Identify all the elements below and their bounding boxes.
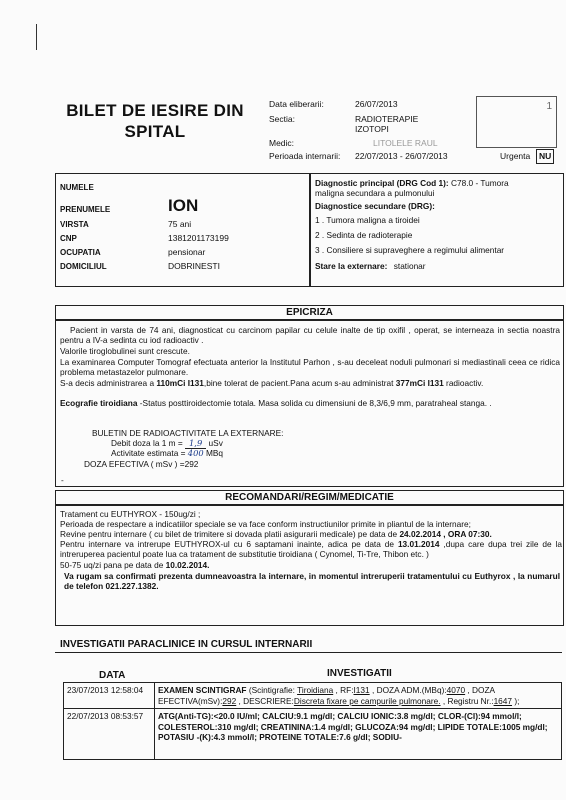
release-date-label: Data eliberarii: (269, 99, 324, 109)
row-investigation (155, 683, 562, 709)
principal-diagnosis-label: Diagnostic principal (DRG Cod 1): (315, 178, 449, 188)
period-label: Perioada internarii: (269, 151, 341, 161)
section-label: Sectia: (269, 114, 295, 124)
age-label: VIRSTA (60, 220, 89, 229)
title-line-1: BILET DE IESIRE DIN (66, 101, 244, 120)
col-investigations-header: INVESTIGATII (327, 668, 392, 679)
exam-part: , DOZA ADM.(MBq): (369, 685, 447, 695)
exam-part: Discreta fixare pe campurile pulmonare. (293, 695, 441, 706)
epicriza-box (55, 319, 564, 487)
cnp-value: 1381201173199 (168, 233, 229, 243)
reco-line-3-a: Revine pentru internare ( cu bilet de trimitere si dovada platii asigurarii medicale) pe data de (60, 529, 400, 539)
reco-line-5-b: 10.02.2014. (165, 560, 210, 570)
firstname-value: ION (168, 196, 199, 215)
period-value: 22/07/2013 - 26/07/2013 (355, 151, 448, 161)
row-date: 22/07/2013 08:53:57 (64, 709, 155, 760)
principal-diagnosis-code: C78.0 - Tumora (451, 178, 509, 188)
epicriza-p4-c: ,bine tolerat de pacient.Pana acum s-au administrat (203, 378, 396, 388)
bulletin-title: BULETIN DE RADIOACTIVITATE LA EXTERNARE: (92, 428, 284, 438)
epicriza-dash: - (61, 475, 64, 485)
reco-line-4-c: ,dupa care dupa trei zile de la intreruperea pacientul poate lua ca tratament de substitutie tiroidiana ( Cynomel, Ti-Tre, Thibon etc. ) (60, 539, 562, 560)
medic-label: Medic: (269, 138, 295, 148)
exam-name: EXAMEN SCINTIGRAF (158, 685, 247, 695)
recommendations-box (55, 504, 564, 626)
investigations-table (63, 682, 562, 760)
exam-part: , DOZA EFECTIVA(mSv): (158, 685, 495, 706)
echography-label: Ecografie tiroidiana (60, 398, 138, 408)
row-date: 23/07/2013 12:58:04 (64, 683, 155, 709)
principal-diagnosis-text: maligna secundara a pulmonului (315, 188, 435, 198)
table-row (64, 709, 562, 760)
exam-part: , DESCRIERE: (236, 695, 294, 706)
discharge-state-value: stationar (393, 261, 426, 271)
activity-label: Activitate estimata = (111, 448, 186, 458)
lastname-label: NUMELE (60, 183, 94, 192)
occupation-value: pensionar (168, 247, 206, 257)
discharge-state-label: Stare la externare: (315, 261, 388, 271)
dose-rate-line (111, 438, 223, 448)
urgency-value: NU (536, 149, 554, 164)
exam-part: , Registru Nr.: (440, 695, 494, 706)
reco-line-4-a: Pentru internare va intrerupe EUTHYROX-ul cu 6 saptamani inainte, adica pe data de (60, 539, 398, 549)
reco-line-5-a: 50-75 uq/zi pana pe data de (60, 560, 166, 570)
activity-value: 400 (187, 448, 204, 458)
activity-unit: MBq (205, 448, 224, 458)
col-date-header: DATA (99, 670, 126, 681)
exam-part: 292 (222, 695, 237, 706)
dose-rate-value: 1,9 (185, 438, 206, 449)
secondary-item-1: 1 . Tumora maligna a tiroidei (315, 215, 420, 225)
row-investigation: ATG(Anti-TG):<20.0 IU/ml; CALCIU:9.1 mg/dl; CALCIU IONIC:3.8 mg/dl; CLOR-(Cl):94 mmol/l; COLESTEROL:310 mg/dl; CREATININA:1.4 mg/dl; GLUCOZA:94 mg/dl; LIPIDE TOTALE:1005 mg/dl; POTASIU -(K):4.3 mmol/l; PROTEINE TOTALE:7.6 g/dl; SODIU- (155, 709, 562, 760)
investigations-title: INVESTIGATII PARACLINICE IN CURSUL INTERNARII (60, 639, 313, 650)
principal-diagnosis (315, 178, 560, 188)
reco-line-4 (60, 539, 562, 560)
recommendations-title: RECOMANDARI/REGIM/MEDICATIE (225, 492, 394, 503)
epicriza-p4-a: S-a decis administrarea a (60, 378, 157, 388)
reco-line-5 (60, 560, 209, 570)
epicriza-p4 (60, 378, 562, 388)
echography-text: -Status posttiroidectomie totala. Masa solida cu dimensiuni de 8,3/6,9 mm, paratraheal stanga. . (137, 398, 492, 408)
document-title (55, 100, 255, 142)
urgency-label: Urgenta (500, 151, 531, 161)
section-value-2: IZOTOPI (355, 124, 389, 134)
reco-line-6: Va rugam sa confirmati prezenta dumneavoastra la internare, in momentul intreruperii tratamentului cu Euthyrox , la numarul de telefon 021.227.1382. (64, 571, 560, 592)
discharge-state (315, 261, 426, 271)
medic-value: LITOLELE RAUL (373, 138, 438, 148)
epicriza-p4-b: 110mCi I131 (156, 378, 204, 388)
echography-line (60, 398, 560, 408)
address-label: DOMICILIUL (60, 262, 107, 271)
investigations-rule (55, 652, 562, 653)
reco-line-1: Tratament cu EUTHYROX - 150ug/zi ; (60, 509, 201, 519)
address-value: DOBRINESTI (168, 261, 220, 271)
corner-number-box (476, 96, 557, 148)
exam-part: 1647 (493, 695, 513, 706)
occupation-label: OCUPATIA (60, 248, 101, 257)
secondary-item-3: 3 . Consiliere si supraveghere a regimului alimentar (315, 245, 505, 255)
reco-line-3 (60, 529, 562, 539)
exam-part: I131 (353, 685, 370, 695)
margin-line (36, 24, 37, 50)
firstname-label: PRENUMELE (60, 205, 111, 214)
reco-line-2: Perioada de respectare a indicatiilor speciale se va face conform instructiunilor primite in pliantul de la internare; (60, 519, 471, 529)
epicriza-p1: Pacient in varsta de 74 ani, diagnosticat cu carcinom papilar cu celule inalte de tip oxifil , operat, se interneaza in sectia noastra pentru a IV-a sedinta cu iod radioactiv . (60, 325, 560, 346)
reco-line-4-b: 13.01.2014 (397, 539, 440, 549)
diagnostic-box (309, 173, 564, 287)
release-date-value: 26/07/2013 (355, 99, 398, 109)
epicriza-p2: Valorile tiroglobulinei sunt crescute. (60, 346, 190, 356)
cnp-label: CNP (60, 234, 77, 243)
secondary-item-2: 2 . Sedinta de radioterapie (315, 230, 413, 240)
activity-line (111, 448, 223, 458)
title-line-2: SPITAL (124, 122, 186, 141)
exam-part: , RF: (333, 685, 354, 695)
epicriza-p3: La examinarea Computer Tomograf efectuata anterior la Institutul Parhon , s-au deceleat noduli pulmonari si mediastinali ceea ce ridica problema metastazelor pulmonare. (60, 357, 560, 378)
patient-box (55, 173, 311, 287)
section-value-1: RADIOTERAPIE (355, 114, 419, 124)
dose-rate-unit: uSv (208, 438, 223, 448)
exam-part: Tiroidiana (297, 685, 334, 695)
age-value: 75 ani (168, 219, 192, 229)
exam-part: ); (512, 695, 520, 706)
corner-number: 1 (546, 101, 552, 112)
exam-part: (Scintigrafie: (246, 685, 298, 695)
secondary-diagnosis-label: Diagnostice secundare (DRG): (315, 201, 435, 211)
epicriza-p4-e: radioactiv. (443, 378, 484, 388)
reco-line-3-b: 24.02.2014 , ORA 07:30. (399, 529, 492, 539)
dose-rate-label: Debit doza la 1 m = (111, 438, 183, 448)
exam-part: 4070 (446, 685, 466, 695)
epicriza-title: EPICRIZA (286, 307, 333, 318)
table-row (64, 683, 562, 709)
epicriza-p4-d: 377mCi I131 (395, 378, 444, 388)
effective-dose: DOZA EFECTIVA ( mSv ) =292 (84, 459, 199, 469)
